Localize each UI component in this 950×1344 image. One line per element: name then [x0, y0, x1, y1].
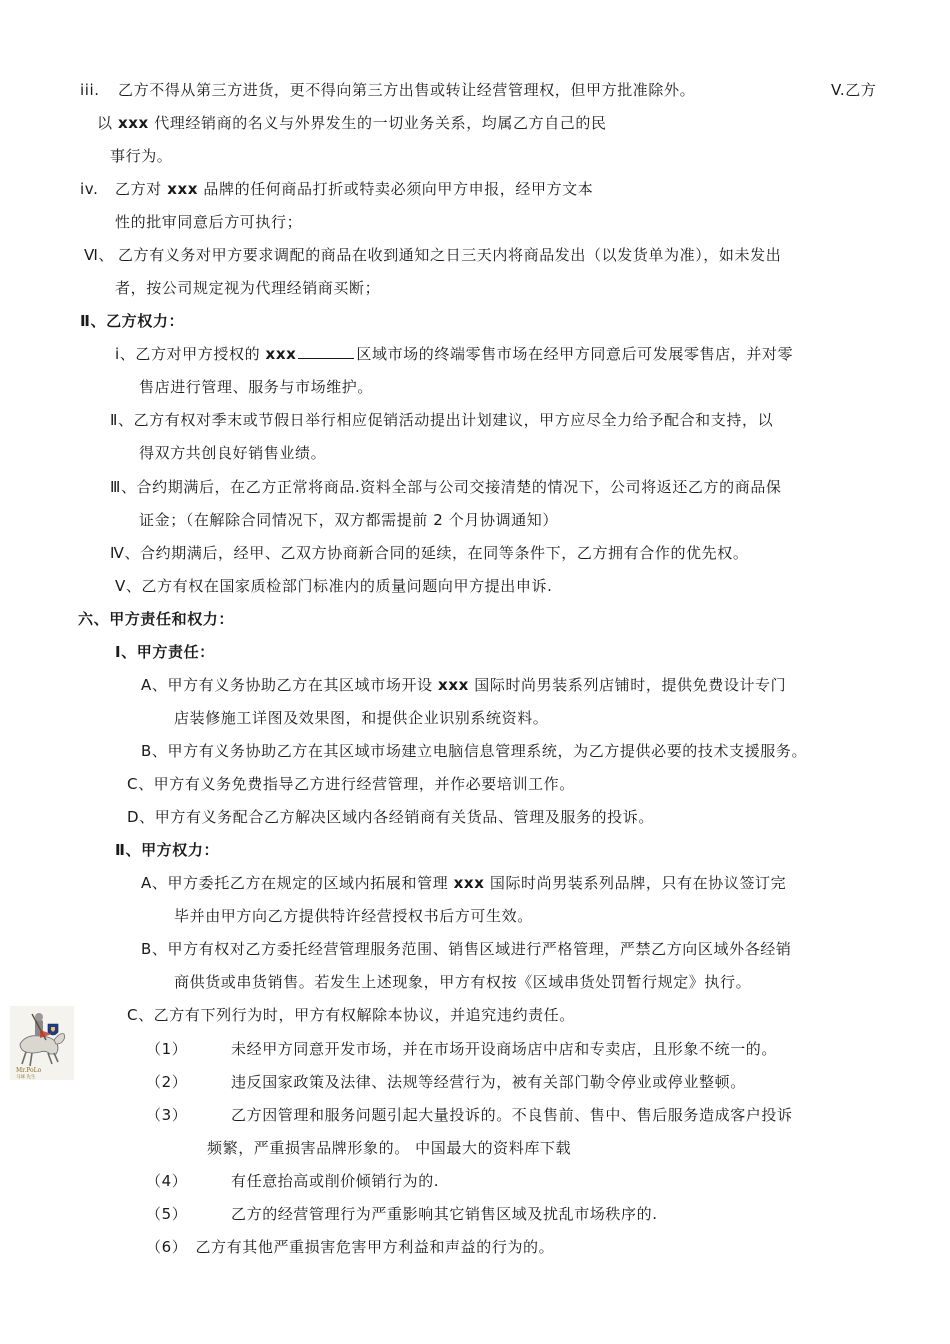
- right-v: Ⅴ、乙方有权在国家质检部门标准内的质量问题向甲方提出申诉.: [115, 577, 553, 595]
- right-ii: Ⅱ、乙方有权对季末或节假日举行相应促销活动提出计划建议，甲方应尽全力给予配合和支持，以: [110, 411, 774, 429]
- violation-4-text: 有任意抬高或削价倾销行为的.: [231, 1172, 440, 1190]
- item-vi-text: 乙方有义务对甲方要求调配的商品在收到通知之日三天内将商品发出（以发货单为准），如未发出: [118, 246, 782, 264]
- item-v-line3: 事行为。: [110, 147, 173, 165]
- violation-5-text: 乙方的经营管理行为严重影响其它销售区域及扰乱市场秩序的.: [231, 1205, 658, 1223]
- duty-a-line2: 店装修施工详图及效果图，和提供企业识别系统资料。: [174, 709, 549, 727]
- power-b-line2: 商供货或串货销售。若发生上述现象，甲方有权按《区域串货处罚暂行规定》执行。: [174, 973, 752, 991]
- brand-placeholder: xxx: [265, 345, 297, 363]
- power-a: A、甲方委托乙方在规定的区域内拓展和管理 xxx 国际时尚男装系列品牌，只有在协议签订完: [141, 874, 787, 892]
- right-iii: Ⅲ、合约期满后，在乙方正常将商品.资料全部与公司交接清楚的情况下，公司将返还乙方的商品保: [110, 478, 782, 496]
- violation-3-number: （3）: [146, 1106, 188, 1124]
- power-b: B、甲方有权对乙方委托经营管理服务范围、销售区域进行严格管理，严禁乙方向区域外各经销: [141, 940, 792, 958]
- svg-text:马球 先生: 马球 先生: [16, 1075, 36, 1080]
- violation-6: （6） 乙方有其他严重损害危害甲方利益和声益的行为的。: [146, 1238, 555, 1256]
- brand-placeholder: xxx: [117, 114, 149, 132]
- item-iv-line2: 性的批审同意后方可执行；: [115, 213, 303, 231]
- right-ii-line2: 得双方共创良好销售业绩。: [139, 444, 327, 462]
- violation-1-number: （1）: [146, 1040, 188, 1058]
- duty-a: A、甲方有义务协助乙方在其区域市场开设 xxx 国际时尚男装系列店铺时，提供免费设计专门: [141, 676, 787, 694]
- item-v-line2: 以 xxx 代理经销商的名义与外界发生的一切业务关系，均属乙方自己的民: [97, 114, 607, 132]
- duty-d: D、甲方有义务配合乙方解决区域内各经销商有关货品、管理及服务的投诉。: [127, 808, 654, 826]
- brand-placeholder: xxx: [453, 874, 485, 892]
- svg-text:Mr.PoLo: Mr.PoLo: [16, 1067, 42, 1074]
- item-iv-number: iv.: [80, 180, 99, 198]
- fill-in-blank: [298, 344, 354, 359]
- violation-4-number: （4）: [146, 1172, 188, 1190]
- item-iii-text: 乙方不得从第三方进货，更不得向第三方出售或转让经营管理权，但甲方批准除外。: [118, 81, 696, 99]
- mr-polo-logo-icon: [10, 1006, 74, 1080]
- item-vi-line2: 者，按公司规定视为代理经销商买断；: [115, 279, 381, 297]
- item-vi-number: Ⅵ、: [84, 246, 115, 264]
- subsection-heading-party-a-rights: Ⅱ、甲方权力：: [115, 841, 220, 859]
- item-iv-text: 乙方对 xxx 品牌的任何商品打折或特卖必须向甲方申报，经甲方文本: [115, 180, 594, 198]
- violation-2-text: 违反国家政策及法律、法规等经营行为，被有关部门勒令停业或停业整顿。: [231, 1073, 746, 1091]
- right-i: ⅰ、乙方对甲方授权的 xxx 区域市场的终端零售市场在经甲方同意后可发展零售店，并对零: [115, 345, 794, 363]
- violation-3-line2: 频繁，严重损害品牌形象的。 中国最大的资料库下载: [207, 1139, 572, 1157]
- section-heading-party-b-rights: Ⅱ、乙方权力：: [80, 312, 185, 330]
- power-a-line2: 毕并由甲方向乙方提供特许经营授权书后方可生效。: [174, 907, 533, 925]
- right-iv: Ⅳ、合约期满后，经甲、乙双方协商新合同的延续，在同等条件下，乙方拥有合作的优先权。: [110, 544, 749, 562]
- violation-5-number: （5）: [146, 1205, 188, 1223]
- power-c: C、乙方有下列行为时，甲方有权解除本协议，并追究违约责任。: [127, 1006, 575, 1024]
- violation-3-text: 乙方因管理和服务问题引起大量投诉的。不良售前、售中、售后服务造成客户投诉: [231, 1106, 793, 1124]
- section-heading-six: 六、甲方责任和权力：: [78, 610, 235, 628]
- brand-placeholder: xxx: [167, 180, 199, 198]
- right-iii-line2: 证金；（在解除合同情况下，双方都需提前 2 个月协调通知）: [139, 511, 558, 529]
- violation-1-text: 未经甲方同意开发市场，并在市场开设商场店中店和专卖店，且形象不统一的。: [231, 1040, 778, 1058]
- duty-b: B、甲方有义务协助乙方在其区域市场建立电脑信息管理系统，为乙方提供必要的技术支援服务。: [141, 742, 808, 760]
- subsection-heading-party-a-duties: Ⅰ、甲方责任：: [115, 643, 215, 661]
- right-i-line2: 售店进行管理、服务与市场维护。: [139, 378, 374, 396]
- item-v-lead: V.乙方: [831, 81, 877, 99]
- duty-c: C、甲方有义务免费指导乙方进行经营管理，并作必要培训工作。: [127, 775, 575, 793]
- brand-placeholder: xxx: [438, 676, 469, 694]
- item-iii-number: iii.: [80, 81, 100, 99]
- violation-2-number: （2）: [146, 1073, 188, 1091]
